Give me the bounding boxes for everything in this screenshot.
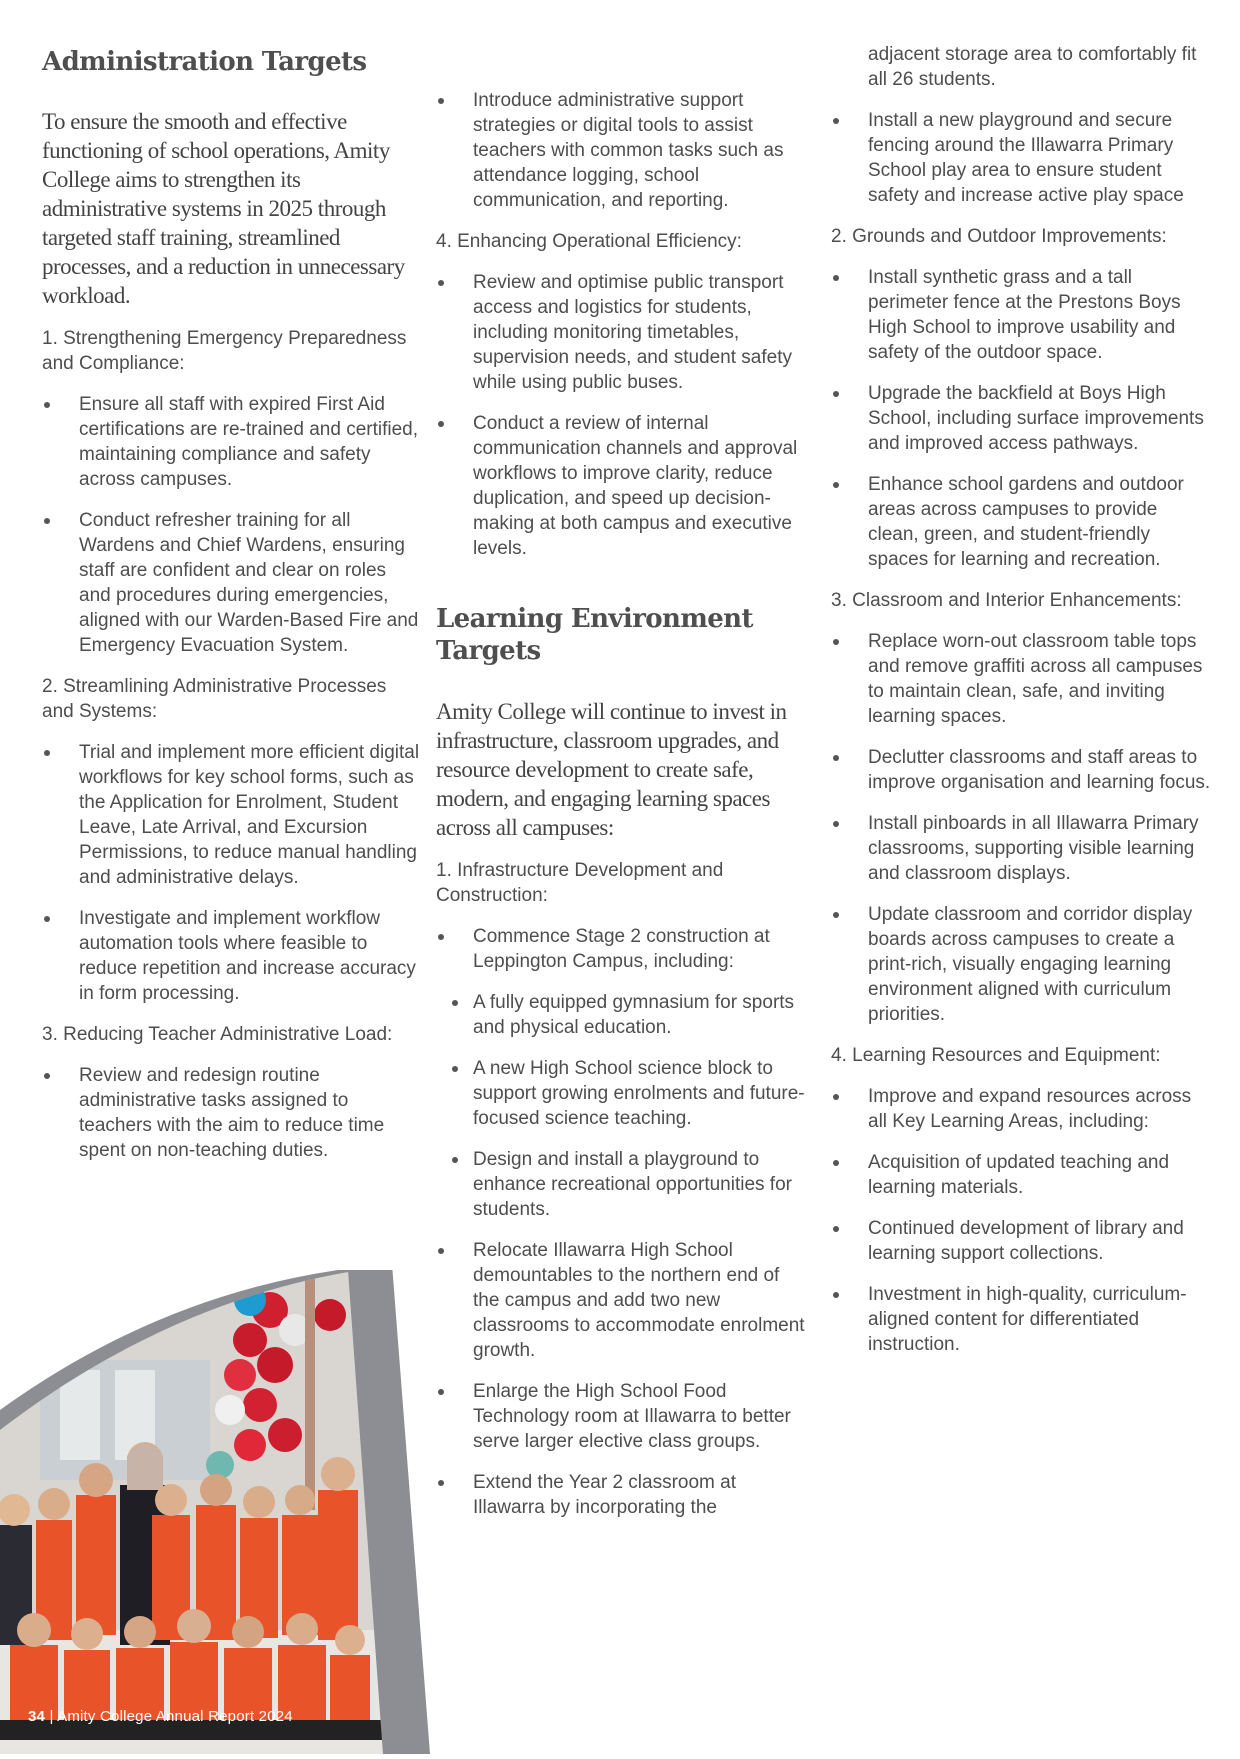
learning-section-2-heading: 2. Grounds and Outdoor Improvements: [831,226,1167,247]
sub-list-item: A fully equipped gymnasium for sports and physical education. [436,990,806,1040]
learning-section-1-list [436,924,806,1520]
admin-section-3-list [42,1063,422,1163]
continued-list [831,42,1211,208]
column-administration [42,0,422,1163]
list-item: Investigate and implement workflow automation tools where feasible to reduce repetition and increase accuracy in form processing. [42,906,422,1006]
list-item: Investment in high-quality, curriculum-aligned content for differentiated instruction. [831,1282,1211,1357]
list-item: Ensure all staff with expired First Aid certifications are re-trained and certified, maintaining compliance and safety across campuses. [42,392,422,492]
learning-environment-intro: Amity College will continue to invest in infrastructure, classroom upgrades, and resource development to create safe, modern, and engaging learning spaces across all campuses: [436,699,787,840]
report-name: Amity College Annual Report 2024 [57,1708,293,1725]
learning-section-3-list [831,629,1211,1027]
list-item: Improve and expand resources across all Key Learning Areas, including: [831,1084,1211,1134]
learning-section-4-heading: 4. Learning Resources and Equipment: [831,1045,1161,1066]
list-item: Acquisition of updated teaching and learning materials. [831,1150,1211,1200]
list-item: Replace worn-out classroom table tops and remove graffiti across all campuses to maintain clean, safe, and inviting learning spaces. [831,629,1211,729]
list-item: Extend the Year 2 classroom at Illawarra by incorporating the [436,1470,806,1520]
list-item: Declutter classrooms and staff areas to improve organisation and learning focus. [831,745,1211,795]
admin-section-4-heading: 4. Enhancing Operational Efficiency: [436,231,742,252]
column-learning-environment-continued [831,0,1211,1357]
sub-list-item: A new High School science block to support growing enrolments and future-focused science teaching. [436,1056,806,1131]
learning-environment-title [436,603,806,667]
admin-section-3-continued-list [436,88,806,213]
learning-section-3-heading: 3. Classroom and Interior Enhancements: [831,590,1182,611]
list-item: Conduct refresher training for all Wardens and Chief Wardens, ensuring staff are confident and clear on roles and procedures during emergencies, aligned with our Warden-Based Fire and Emergency Evacuation System. [42,508,422,658]
learning-section-1-heading: 1. Infrastructure Development and Construction: [436,860,724,906]
student-photo-illustration [0,1270,440,1754]
list-item: Upgrade the backfield at Boys High School, including surface improvements and improved access pathways. [831,381,1211,456]
admin-section-2-list [42,740,422,1006]
administration-intro: To ensure the smooth and effective functioning of school operations, Amity College aims to strengthen its administrative systems in 2025 through targeted staff training, streamlined processes, and a reduction in unnecessary workload. [42,109,405,308]
admin-section-2-heading: 2. Streamlining Administrative Processes and Systems: [42,676,387,722]
continuation-text-content: adjacent storage area to comfortably fit all 26 students. [868,44,1197,90]
learning-section-2-list [831,265,1211,572]
list-item: Enlarge the High School Food Technology room at Illawarra to better serve larger elective class groups. [436,1379,806,1454]
list-item: Introduce administrative support strategies or digital tools to assist teachers with common tasks such as attendance logging, school communication, and reporting. [436,88,806,213]
list-item: Install pinboards in all Illawarra Primary classrooms, supporting visible learning and classroom displays. [831,811,1211,886]
list-item: Commence Stage 2 construction at Leppington Campus, including: [436,924,806,974]
page-footer [28,1708,293,1725]
learning-section-4-list [831,1084,1211,1357]
learning-environment-title-line-1: Learning Environment [436,604,753,634]
admin-section-1-heading: 1. Strengthening Emergency Preparedness and Compliance: [42,328,407,374]
list-item: Review and redesign routine administrative tasks assigned to teachers with the aim to reduce time spent on non-teaching duties. [42,1063,422,1163]
admin-section-1-list [42,392,422,658]
list-item: Review and optimise public transport access and logistics for students, including monitoring timetables, supervision needs, and student safety while using public buses. [436,270,806,395]
learning-environment-title-line-2: Targets [436,636,541,666]
admin-section-3-heading: 3. Reducing Teacher Administrative Load: [42,1024,393,1045]
list-item: Trial and implement more efficient digital workflows for key school forms, such as the Application for Enrolment, Student Leave, Late Arrival, and Excursion Permissions, to reduce manual handling and administrative delays. [42,740,422,890]
footer-separator: | [49,1708,54,1725]
list-item: Continued development of library and learning support collections. [831,1216,1211,1266]
list-item: Enhance school gardens and outdoor areas across campuses to provide clean, green, and student-friendly spaces for learning and recreation. [831,472,1211,572]
list-item: Update classroom and corridor display boards across campuses to create a print-rich, visually engaging learning environment aligned with curriculum priorities. [831,902,1211,1027]
list-item: Install synthetic grass and a tall perimeter fence at the Prestons Boys High School to improve usability and safety of the outdoor space. [831,265,1211,365]
student-group-photo [0,1270,440,1754]
list-item: Conduct a review of internal communication channels and approval workflows to improve clarity, reduce duplication, and speed up decision-making at both campus and executive levels. [436,411,806,561]
list-item: Relocate Illawarra High School demountables to the northern end of the campus and add two new classrooms to accommodate enrolment growth. [436,1238,806,1363]
column-learning-environment [436,0,806,1520]
administration-title: Administration Targets [42,47,367,77]
admin-section-4-list [436,270,806,561]
sub-list-item: Design and install a playground to enhance recreational opportunities for students. [436,1147,806,1222]
continuation-text [831,42,1211,92]
list-item: Install a new playground and secure fencing around the Illawarra Primary School play area to ensure student safety and increase active play space [831,108,1211,208]
page-number: 34 [28,1708,46,1725]
